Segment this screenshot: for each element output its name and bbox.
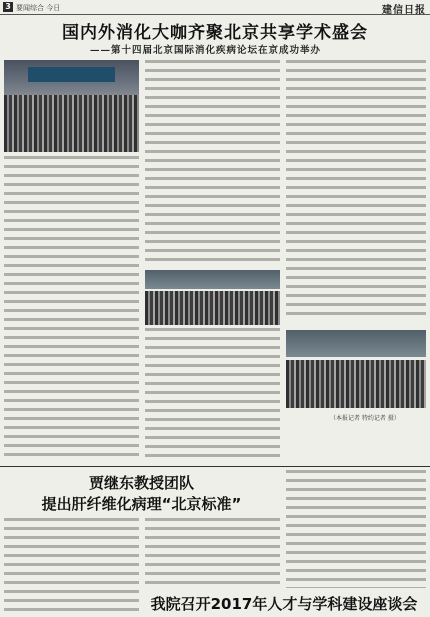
article2-text-col3 [286, 470, 426, 588]
forum-photo-right [286, 330, 426, 408]
article2-title-line2: 提出肝纤维化病理“北京标准” [41, 495, 242, 513]
forum-photo-audience [145, 270, 280, 325]
paper-name: 建信日报 [382, 5, 426, 16]
page-number: 3 [3, 2, 13, 12]
article2-text-col1 [4, 518, 139, 614]
main-article-text-col2 [145, 60, 280, 265]
main-headline: 国内外消化大咖齐聚北京共享学术盛会 [62, 23, 368, 43]
masthead [0, 0, 430, 15]
bottom-article-title: 我院召开2017年人才与学科建设座谈会 [150, 595, 418, 613]
main-article-text-col1 [4, 156, 139, 462]
forum-photo-main [4, 60, 139, 152]
main-article-text-col3 [286, 60, 426, 320]
main-subhead: ——第十四届北京国际消化疾病论坛在京成功举办 [90, 45, 322, 56]
main-article-text-col4 [145, 328, 280, 463]
section-label: 要闻综合 今日 [16, 4, 61, 12]
article2-title-line1: 贾继东教授团队 [88, 474, 194, 492]
section-divider [0, 466, 430, 467]
article2-text-col2 [145, 518, 280, 590]
photo-caption: （本报记者 特约记者 摄） [330, 415, 400, 422]
